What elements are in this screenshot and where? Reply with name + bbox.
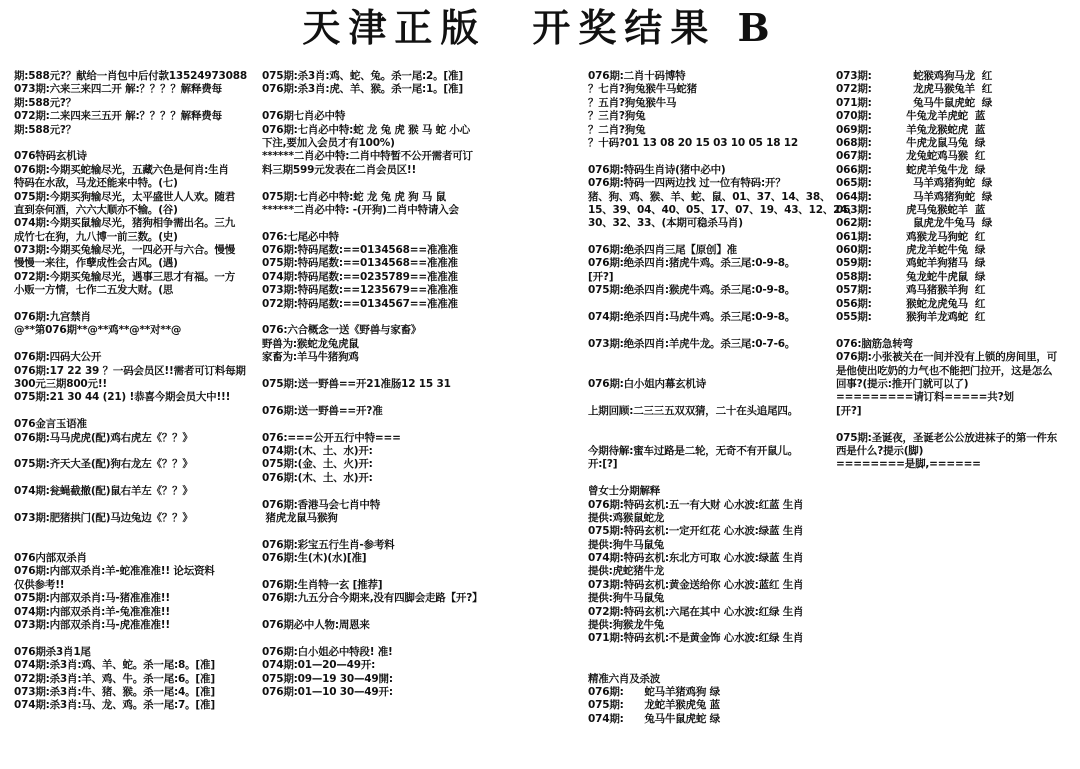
text-line: 073期:绝杀四肖:羊虎牛龙。杀三尾:0-7-6。 [588, 337, 796, 350]
text-line: 073期:今期买兔输尽光，一四必开与六合。慢慢 [14, 244, 236, 257]
spacer [14, 445, 250, 458]
spacer [588, 298, 828, 311]
text-line: 076期:七肖必中特:蛇 龙 兔 虎 猴 马 蛇 小心 [262, 123, 471, 136]
text-line: 073期:杀3肖:牛、猪、猴。杀一尾:4。[准] [14, 685, 215, 698]
text-line: 074期:特码尾数:==0235789==准准准 [262, 270, 458, 283]
text-line: 074期:绝杀四肖:马虎牛鸡。杀三尾:0-9-8。 [588, 311, 796, 324]
text-line: 提供:鸡猴鼠蛇龙 [588, 511, 665, 524]
text-line: 074期:瓮蝇截撤(配)鼠右羊左《？？》 [14, 485, 193, 498]
text-line: 开:[?] [588, 458, 618, 471]
text-line: 提供:狗猴龙牛兔 [588, 619, 665, 632]
text-line: 076期:九宫禁肖 [14, 311, 91, 324]
text-line: 076期:香港马会七肖中特 [262, 498, 381, 511]
text-line: 067期: 龙兔蛇鸡马猴 红 [836, 150, 986, 163]
text-line: ？十码?01 13 08 20 15 03 10 05 18 12 [588, 136, 799, 149]
text-line: 072期: 龙虎马猴兔羊 红 [836, 83, 993, 96]
text-line: 仅供参考!! [14, 578, 65, 591]
text-line: 075期:杀3肖:鸡、蛇、兔。杀一尾:2。[准] [262, 70, 463, 82]
text-line: 成竹七在狗，九八博一前三数。(史) [14, 230, 178, 243]
text-line: 075期:今期买狗输尽光，太平盛世人人欢。随君 [14, 190, 236, 203]
text-line: ？三肖?狗兔 [588, 110, 646, 123]
text-line: ******二肖必中特: -(开狗)二肖中特请入会 [262, 203, 459, 216]
spacer [262, 391, 494, 404]
text-line: 提供:狗牛马鼠兔 [588, 538, 665, 551]
spacer [588, 351, 828, 364]
text-line: 西是什么?提示(脚) [836, 444, 924, 457]
text-line: 精准六肖及杀波 [588, 672, 661, 685]
text-line: 076期: 蛇马羊猪鸡狗 绿 [588, 685, 720, 698]
spacer [588, 231, 828, 244]
text-line: 074期:01—20—49开: [262, 659, 376, 672]
text-line: 071期:特码玄机:不是黄金饰 心水波:红绿 生肖 [588, 632, 804, 645]
text-line: 076:六合概念一送《野兽与家畜》 [262, 324, 422, 337]
text-line: 074期:内部双杀肖:羊-兔准准准!! [14, 605, 170, 618]
spacer [262, 418, 494, 431]
text-line: 076期:白小姐必中特段! 准! [262, 645, 393, 658]
text-line: 075期:绝杀四肖:猴虎牛鸡。杀三尾:0-9-8。 [588, 284, 796, 297]
text-line: 075期:内部双杀肖:马-猪准准准!! [14, 592, 170, 605]
spacer [262, 177, 494, 190]
text-line: 073期:特码尾数:==1235679==准准准 [262, 284, 458, 297]
text-line: 073期:六来三来四二开 解:？？？？解释费每 [14, 83, 222, 96]
text-line: 300元三期800元!! [14, 377, 108, 390]
text-line: 075期:特码尾数:==0134568==准准准 [262, 257, 458, 270]
text-line: 076期必中人物:周恩来 [262, 619, 370, 632]
text-line: 075期:送一野兽==开21准肠12 15 31 [262, 377, 451, 390]
text-line: 076期:二肖十码博特 [588, 70, 686, 82]
text-line: 072期:今期买兔输尽光，遇事三思才有福。一方 [14, 270, 236, 283]
text-line: [开?] [588, 270, 614, 283]
spacer [836, 418, 1076, 431]
text-line: 076期:绝杀四肖:猪虎牛鸡。杀三尾:0-9-8。 [588, 257, 796, 270]
text-line: =========请订料=====共?划 [836, 391, 1014, 404]
spacer [14, 499, 250, 512]
text-line: 055期: 猴狗羊龙鸡蛇 红 [836, 311, 986, 324]
spacer [588, 646, 828, 659]
spacer [588, 365, 828, 378]
text-line: 076期:特码玄机:五一有大财 心水波:红蓝 生肖 [588, 498, 804, 511]
text-line: 076期:01—10 30—49开: [262, 685, 393, 698]
text-line: 今期待解:蜜车过路是二轮，无奇不有开鼠儿。 [588, 444, 798, 457]
text-line: 076:===公开五行中特=== [262, 431, 401, 444]
spacer [262, 217, 494, 230]
text-line: 063期: 虎马兔猴蛇羊 蓝 [836, 203, 986, 216]
spacer [262, 311, 494, 324]
spacer [14, 539, 250, 552]
spacer [262, 565, 494, 578]
text-line: 下注,要加入会员才有100%) [262, 136, 395, 149]
text-line: 068期: 牛虎龙鼠马兔 绿 [836, 136, 986, 149]
page-title: 天津正版 开奖结果 B [302, 5, 778, 50]
spacer [14, 298, 250, 311]
text-line: ******二肖必中特:二肖中特暂不公开需者可订 [262, 150, 473, 163]
text-line: 074期:特码玄机:东北方可取 心水波:绿蓝 生肖 [588, 552, 804, 565]
spacer [588, 659, 828, 672]
text-line: 076期:白小姐内幕玄机诗 [588, 377, 707, 390]
text-line: 猪、狗、鸡、猴、羊、蛇、鼠、01、37、14、38、 [588, 190, 831, 203]
text-line: 上期回顾:二三三五双双猜，二十在头追尾四。 [588, 404, 798, 417]
column-2 [262, 70, 494, 765]
text-line: 小贩一方情，七作二五发大财。(思 [14, 284, 174, 297]
text-line: 057期: 鸡马猪猴羊狗 红 [836, 284, 986, 297]
spacer [836, 324, 1076, 337]
text-line: 072期:特码尾数:==0134567==准准准 [262, 297, 458, 310]
column-1 [14, 70, 250, 765]
text-line: 074期:杀3肖:马、龙、鸡。杀一尾:7。[准] [14, 699, 215, 712]
text-line: 076内部双杀肖 [14, 552, 87, 565]
text-line: 072期:杀3肖:羊、鸡、牛。杀一尾:6。[准] [14, 672, 215, 685]
text-line: 064期: 马羊鸡猪狗蛇 绿 [836, 190, 993, 203]
text-line: 075期:特码玄机:一定开红花 心水波:绿蓝 生肖 [588, 525, 804, 538]
column-3 [588, 70, 858, 765]
spacer [588, 472, 828, 485]
text-line: 075期:七肖必中特:蛇 龙 兔 虎 狗 马 鼠 [262, 190, 446, 203]
text-line: ？二肖?狗兔 [588, 123, 646, 136]
text-line: 期:588元?？ [14, 96, 77, 109]
text-line: 073期:内部双杀肖:马-虎准准准!! [14, 619, 170, 632]
spacer [588, 418, 828, 431]
text-line: 076:脑筋急转弯 [836, 337, 913, 350]
text-line: 073期:肥猪拱门(配)马边兔边《？？》 [14, 511, 193, 524]
spacer [262, 632, 494, 645]
text-line: 075期:圣诞夜，圣诞老公公放进袜子的第一件东 [836, 431, 1058, 444]
text-line: 076期七肖必中特 [262, 110, 346, 123]
text-line: 076期:马马虎虎(配)鸡右虎左《？？》 [14, 431, 193, 444]
text-line: 猪虎龙鼠马猴狗 [262, 511, 338, 524]
text-line: ========是脚,====== [836, 458, 981, 471]
text-line: 慢慢一来往，作孽成性会古风。(遇) [14, 257, 178, 270]
spacer [262, 525, 494, 538]
spacer [262, 485, 494, 498]
text-line: 074期:今期买鼠输尽光，猪狗相争需出名。三九 [14, 217, 236, 230]
spacer [14, 405, 250, 418]
text-line: 076期:绝杀四肖三尾【原创】准 [588, 244, 737, 257]
text-line: 061期: 鸡猴龙马狗蛇 红 [836, 230, 986, 243]
text-line: 076金言玉语准 [14, 418, 87, 431]
text-line: 076期:特码尾数:==0134568==准准准 [262, 244, 458, 257]
text-line: 065期: 马羊鸡猪狗蛇 绿 [836, 177, 993, 190]
text-line: 070期: 牛兔龙羊虎蛇 蓝 [836, 110, 986, 123]
text-line: 076期:特码一四两边找 过一位有特码:开？ [588, 177, 786, 190]
text-line: 076期:生肖特一玄 [推荐] [262, 578, 383, 591]
text-line: 076特码玄机诗 [14, 150, 87, 163]
text-line: 15、39、04、40、05、17、07、19、43、12、24、 [588, 203, 858, 216]
text-line: 076期:九五分合今期来,没有四脚会走路【开?】 [262, 592, 483, 605]
text-line: 069期: 羊兔龙猴蛇虎 蓝 [836, 123, 986, 136]
text-line: 提供:虎蛇猪牛龙 [588, 565, 665, 578]
text-line: 073期: 蛇猴鸡狗马龙 红 [836, 70, 993, 82]
text-line: 075期:(金、土、火)开: [262, 458, 373, 471]
text-line: 074期: 兔马牛鼠虎蛇 绿 [588, 712, 720, 725]
text-line: 特码在水敌，马龙还能来中特。(七) [14, 177, 178, 190]
text-line: 073期:特码玄机:黄金送给你 心水波:蓝红 生肖 [588, 578, 804, 591]
spacer [588, 391, 828, 404]
spacer [588, 432, 828, 445]
spacer [14, 525, 250, 538]
text-line: 期:588元?？献给一肖包中后付款13524973088 [14, 70, 247, 82]
spacer [14, 632, 250, 645]
text-line: 是他使出吃奶的力气也不能把门拉开，这是怎么 [836, 364, 1053, 377]
text-line: 野兽为:猴蛇龙兔虎鼠 [262, 337, 359, 350]
text-line: 076:七尾必中特 [262, 230, 339, 243]
text-line: 076期:特码生肖诗(猪中必中) [588, 163, 726, 176]
text-line: 060期: 虎龙羊蛇牛兔 绿 [836, 244, 986, 257]
text-line: 家畜为:羊马牛猪狗鸡 [262, 351, 359, 364]
text-line: @**第076期**@**鸡**@**对**@ [14, 324, 182, 337]
text-line: 076期:小张被关在一间并没有上锁的房间里，可 [836, 351, 1058, 364]
text-line: 076期:生(木)(水)[准] [262, 552, 367, 565]
text-line: 076期:(木、土、水)开: [262, 471, 373, 484]
text-line: 直到奈何酒，六六大顺亦不输。(谷) [14, 203, 178, 216]
spacer [14, 472, 250, 485]
spacer [14, 338, 250, 351]
spacer [262, 365, 494, 378]
text-line: 075期:齐天大圣(配)狗右龙左《？？》 [14, 458, 193, 471]
text-line: 072期:二来四来三五开 解:？？？？解释费每 [14, 110, 222, 123]
text-line: 回事?(提示:推开门就可以了) [836, 377, 969, 390]
text-line: 期:588元?？ [14, 123, 77, 136]
text-line: 074期:(木、土、水)开: [262, 444, 373, 457]
text-line: 提供:狗牛马鼠兔 [588, 592, 665, 605]
text-line: ？五肖?狗兔猴牛马 [588, 96, 677, 109]
text-line: 056期: 猴蛇龙虎兔马 红 [836, 297, 986, 310]
text-line: 076期:今期买蛇输尽光，五藏六色是何肖:生肖 [14, 163, 229, 176]
spacer [262, 97, 494, 110]
spacer [14, 137, 250, 150]
spacer [588, 150, 828, 163]
column-4 [836, 70, 1076, 765]
text-line: 076期:17 22 39 ？一码会员区!!需者可订料每期 [14, 364, 246, 377]
spacer [588, 324, 828, 337]
text-line: 076期:杀3肖:虎、羊、猴。杀一尾:1。[准] [262, 83, 463, 96]
text-line: 066期: 蛇虎羊兔牛龙 绿 [836, 163, 986, 176]
text-line: 料三期599元发表在二肖会员区!! [262, 163, 417, 176]
text-line: 075期:09—19 30—49開: [262, 672, 393, 685]
text-line: [开?] [836, 404, 862, 417]
text-line: 076期:送一野兽==开?准 [262, 404, 383, 417]
text-line: 076期:彩宝五行生肖-参考料 [262, 538, 395, 551]
text-line: 曾女士分期解释 [588, 485, 661, 498]
text-line: 076期杀3肖1尾 [14, 645, 91, 658]
text-line: 076期:四码大公开 [14, 351, 102, 364]
text-line: 30、32、33、(本期可稳杀马肖) [588, 217, 743, 230]
text-line: ？七肖?狗兔猴牛马蛇猪 [588, 83, 697, 96]
text-line: 072期:特码玄机:六尾在其中 心水波:红绿 生肖 [588, 605, 804, 618]
text-line: 076期:内部双杀肖:羊-蛇准准准!! 论坛资料 [14, 565, 215, 578]
text-line: 075期: 龙蛇羊猴虎兔 蓝 [588, 699, 720, 712]
text-line: 075期:21 30 44 (21) !恭喜今期会员大中!!! [14, 391, 231, 404]
spacer [262, 606, 494, 619]
text-line: 058期: 兔龙蛇牛虎鼠 绿 [836, 270, 986, 283]
text-line: 074期:杀3肖:鸡、羊、蛇。杀一尾:8。[准] [14, 659, 215, 672]
text-line: 062期: 鼠虎龙牛兔马 绿 [836, 217, 993, 230]
text-line: 059期: 鸡蛇羊狗猪马 绿 [836, 257, 986, 270]
text-line: 071期: 兔马牛鼠虎蛇 绿 [836, 96, 993, 109]
